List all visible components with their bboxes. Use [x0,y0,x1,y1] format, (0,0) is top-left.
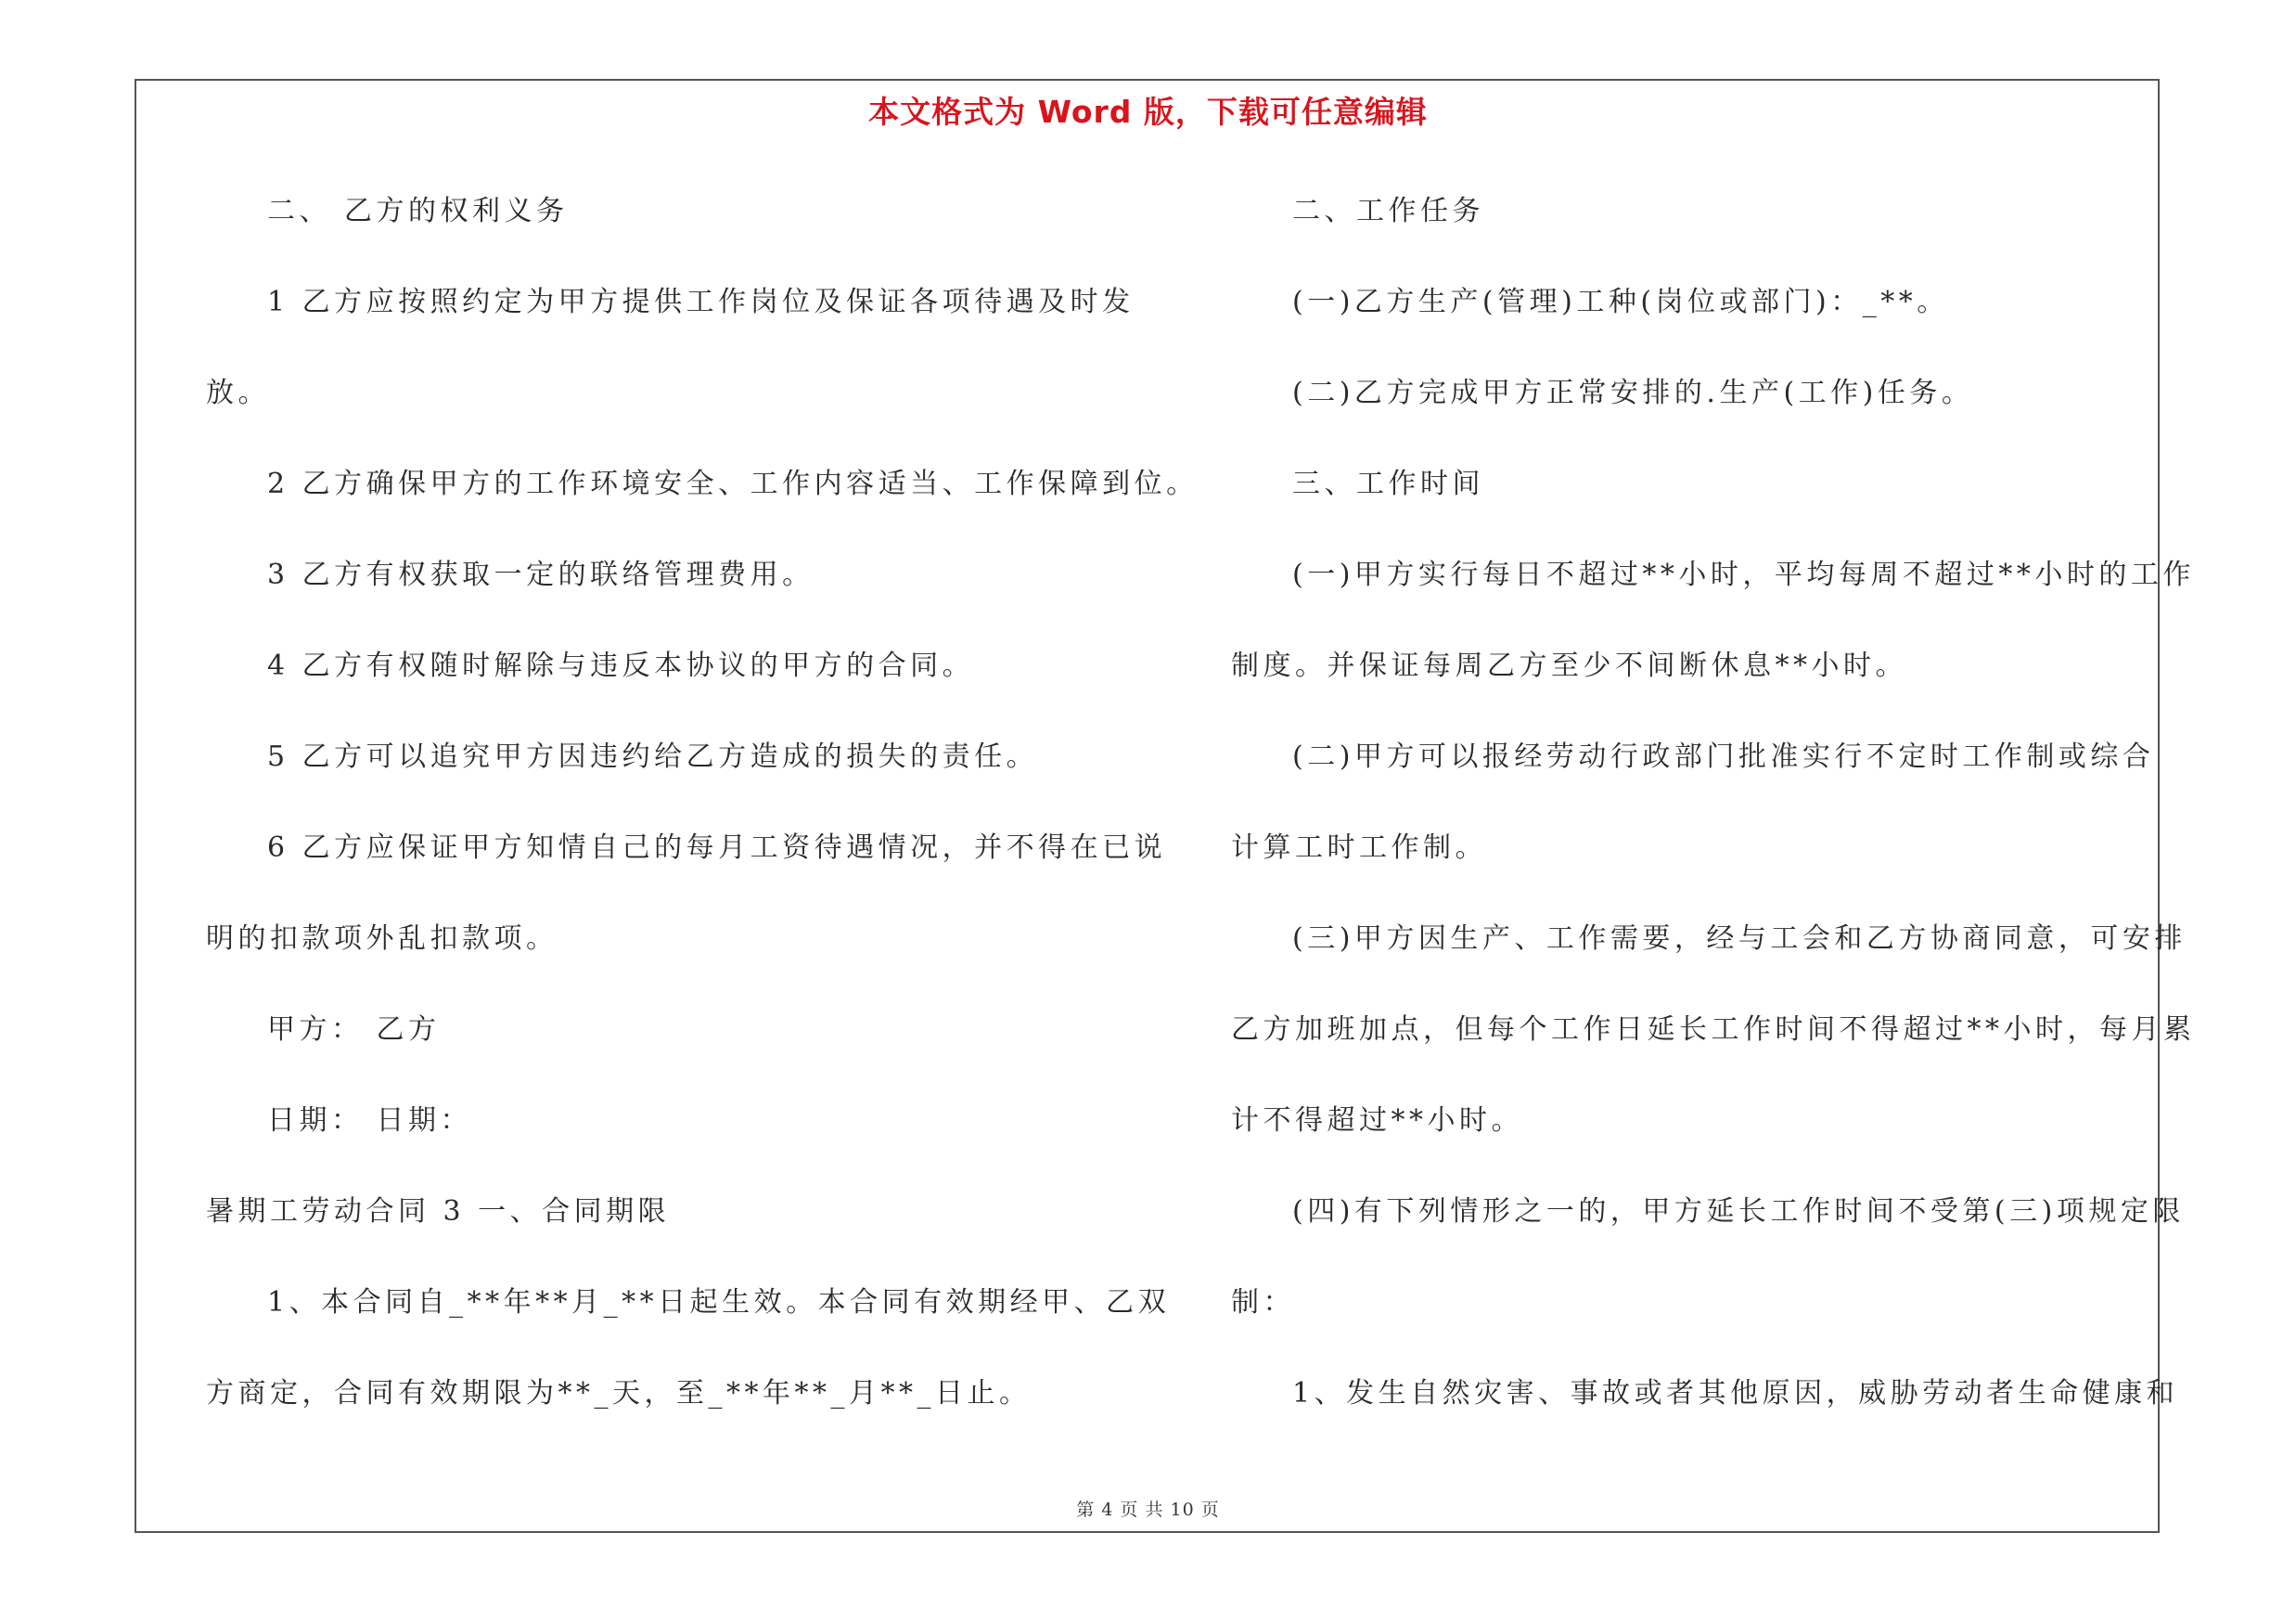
paragraph-line: (二)乙方完成甲方正常安排的.生产(工作)任务。 [1292,377,1974,409]
paragraph-line: (四)有下列情形之一的，甲方延长工作时间不受第(三)项规定限 [1292,1195,2185,1228]
paragraph-line: 1、本合同自_**年**月_**日起生效。本合同有效期经甲、乙双 [267,1286,1171,1319]
paragraph-line: 计算工时工作制。 [1231,831,1487,864]
paragraph-line: 4 乙方有权随时解除与违反本协议的甲方的合同。 [267,650,975,682]
document-banner: 本文格式为 Word 版，下载可任意编辑 [868,94,1428,130]
page-number: 第 4 页 共 10 页 [1076,1500,1220,1520]
paragraph-line: 6 乙方应保证甲方知情自己的每月工资待遇情况，并不得在已说 [267,831,1167,864]
signature-line: 甲方： 乙方 [267,1013,441,1046]
paragraph-line: 2 乙方确保甲方的工作环境安全、工作内容适当、工作保障到位。 [267,468,1199,500]
paragraph-line: (三)甲方因生产、工作需要，经与工会和乙方协商同意，可安排 [1292,922,2187,955]
paragraph-line: 1 乙方应按照约定为甲方提供工作岗位及保证各项待遇及时发 [267,286,1135,318]
paragraph-line: (一)乙方生产(管理)工种(岗位或部门)：_**。 [1292,286,1949,318]
paragraph-line: 明的扣款项外乱扣款项。 [206,922,558,955]
contract-title-line: 暑期工劳动合同 3 一、合同期限 [206,1195,671,1228]
paragraph-line: 1、发生自然灾害、事故或者其他原因，威胁劳动者生命健康和 [1292,1377,2179,1410]
paragraph-line: (二)甲方可以报经劳动行政部门批准实行不定时工作制或综合 [1292,741,2155,773]
paragraph-line: 放。 [206,377,270,409]
paragraph-line: 制度。并保证每周乙方至少不间断休息**小时。 [1231,650,1907,682]
paragraph-line: 方商定，合同有效期限为**_天，至_**年**_月**_日止。 [206,1377,1032,1410]
section-heading: 二、 乙方的权利义务 [267,195,569,227]
section-heading: 二、工作任务 [1292,195,1484,227]
paragraph-line: 制： [1231,1286,1295,1319]
section-heading: 三、工作时间 [1292,468,1484,500]
paragraph-line: 计不得超过**小时。 [1231,1104,1523,1137]
paragraph-line: (一)甲方实行每日不超过**小时，平均每周不超过**小时的工作 [1292,559,2195,591]
paragraph-line: 5 乙方可以追究甲方因违约给乙方造成的损失的责任。 [267,741,1039,773]
date-line: 日期： 日期： [267,1104,473,1137]
paragraph-line: 乙方加班加点，但每个工作日延长工作时间不得超过**小时，每月累 [1231,1013,2196,1046]
paragraph-line: 3 乙方有权获取一定的联络管理费用。 [267,559,815,591]
